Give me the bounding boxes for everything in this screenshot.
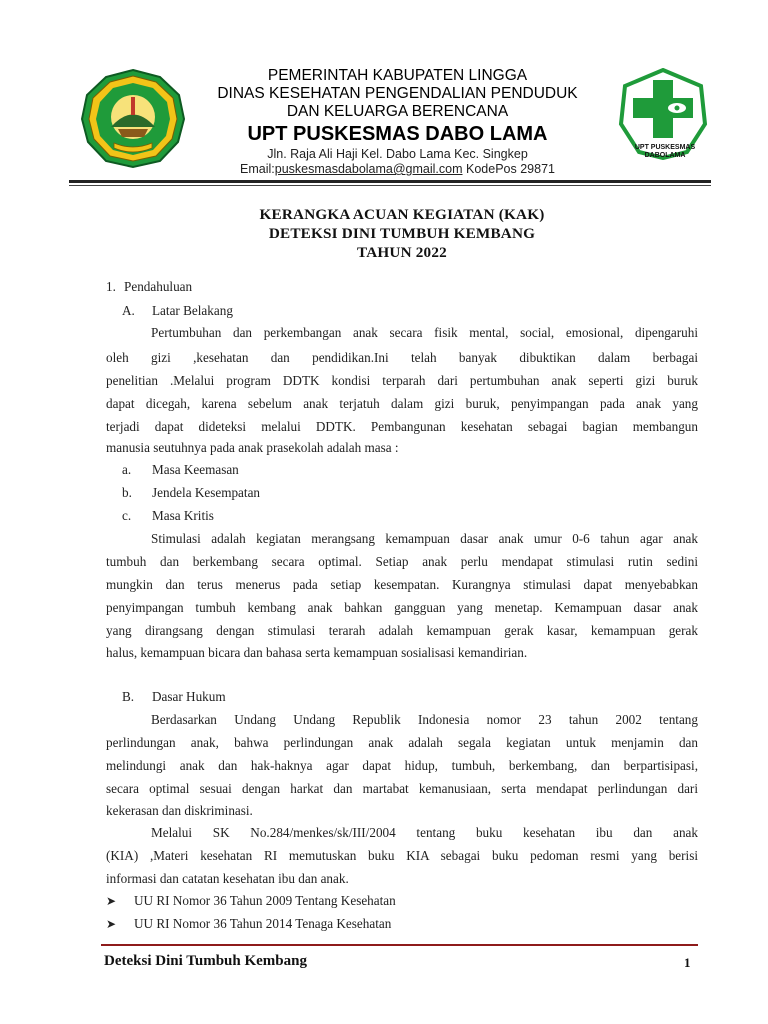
paragraph-line: terjadi dapat dideteksi melalui DDTK. Pembangunan kesehatan sebagai bagian membangun: [106, 419, 698, 434]
list-item-mark: b.: [122, 485, 132, 500]
email-label: Email:: [240, 162, 275, 176]
page-number: 1: [684, 955, 691, 970]
paragraph-line: dapat dicegah, karena sebelum anak terjatuh dalam gizi buruk, penyimpangan pada anak yang: [106, 396, 698, 411]
paragraph-line: Pertumbuhan dan perkembangan anak secara fisik mental, social, emosional, dipengaruhi: [151, 325, 698, 340]
paragraph-line: melindungi anak dan hak-haknya agar dapat hidup, tumbuh, berkembang, dan berpartisipasi,: [106, 758, 698, 773]
section-number: 1.: [106, 279, 116, 294]
paragraph-line: kekerasan dan diskriminasi.: [106, 803, 253, 818]
footer-title: Deteksi Dini Tumbuh Kembang: [104, 953, 307, 969]
email-link[interactable]: puskesmasdabolama@gmail.com: [274, 162, 463, 176]
paragraph-line: yang dirangsang dengan stimulasi terarah adalah kemampuan gerak kasar, kemampuan gerak: [106, 623, 698, 638]
paragraph-line: mungkin dan terus menerus pada setiap kesempatan. Kurangnya stimulasi dapat menyebabkan: [106, 577, 698, 592]
paragraph-line: halus, kemampuan bicara dan bahasa serta kemampuan sosialisasi kemandirian.: [106, 645, 528, 660]
paragraph-line: Berdasarkan Undang Undang Republik Indonesia nomor 23 tahun 2002 tentang: [151, 712, 698, 727]
subsection-a-title: Latar Belakang: [152, 303, 233, 318]
right-logo-caption-line2: DABOLAMA: [644, 152, 686, 159]
title-line3: TAHUN 2022: [357, 244, 447, 261]
arrowhead-bullet-icon: ➤: [106, 917, 117, 931]
right-logo-caption-line1: UPT PUSKESMAS: [634, 144, 696, 151]
paragraph-line: penelitian .Melalui program DDTK kondisi terparah dari pertumbuhan anak seperti gizi buruk: [106, 373, 698, 388]
letterhead: [175, 67, 620, 177]
legal-basis-text: UU RI Nomor 36 Tahun 2014 Tenaga Kesehatan: [134, 916, 392, 931]
list-item-mark: a.: [122, 462, 132, 477]
institution-name: UPT PUSKESMAS DABO LAMA: [247, 123, 548, 145]
agency-name-continued: DAN KELUARGA BERENCANA: [286, 103, 509, 120]
paragraph-line: informasi dan catatan kesehatan ibu dan anak.: [106, 871, 349, 886]
paragraph-line: tumbuh dan berkembang secara optimal. Setiap anak perlu mendapat stimulasi rutin sedini: [106, 554, 698, 569]
government-name: PEMERINTAH KABUPATEN LINGGA: [267, 67, 528, 84]
document-title: [100, 205, 704, 262]
paragraph-line: perlindungan anak, bahwa perlindungan anak adalah segala kegiatan untuk menjamin dan: [106, 735, 698, 750]
footer-divider: [101, 944, 698, 946]
letterhead-divider-thin: [69, 185, 711, 186]
kabupaten-lingga-emblem-icon: [78, 67, 188, 169]
legal-basis-text: UU RI Nomor 36 Tahun 2009 Tentang Kesehatan: [134, 893, 396, 908]
paragraph-line: oleh gizi ,kesehatan dan pendidikan.Ini telah banyak dibuktikan dalam berbagai: [106, 350, 698, 365]
right-logo-caption: [611, 144, 719, 160]
letterhead-divider-thick: [69, 180, 711, 183]
subsection-a-mark: A.: [122, 303, 135, 318]
paragraph-line: (KIA) ,Materi kesehatan RI memutuskan buku KIA sebagai buku pedoman resmi yang berisi: [106, 848, 698, 863]
subsection-b-title: Dasar Hukum: [152, 689, 226, 704]
list-item-text: Masa Kritis: [152, 508, 214, 523]
postcode: KodePos 29871: [462, 162, 555, 176]
title-line2: DETEKSI DINI TUMBUH KEMBANG: [268, 225, 536, 242]
paragraph-line: Melalui SK No.284/menkes/sk/III/2004 tentang buku kesehatan ibu dan anak: [151, 825, 698, 840]
paragraph-line: Stimulasi adalah kegiatan merangsang kemampuan dasar anak umur 0-6 tahun agar anak: [151, 531, 698, 546]
list-item-mark: c.: [122, 508, 132, 523]
list-item-text: Masa Keemasan: [152, 462, 239, 477]
list-item-text: Jendela Kesempatan: [152, 485, 261, 500]
section-title: Pendahuluan: [124, 279, 193, 294]
address: Jln. Raja Ali Haji Kel. Dabo Lama Kec. Singkep: [267, 147, 528, 161]
title-line1: KERANGKA ACUAN KEGIATAN (KAK): [259, 206, 545, 223]
arrowhead-bullet-icon: ➤: [106, 894, 117, 908]
paragraph-line: manusia seutuhnya pada anak prasekolah adalah masa :: [106, 440, 399, 455]
agency-name: DINAS KESEHATAN PENGENDALIAN PENDUDUK: [217, 85, 578, 102]
contact-line: [175, 162, 620, 177]
paragraph-line: penyimpangan tumbuh kembang anak bahkan gangguan yang menetap. Kemampuan dasar anak: [106, 600, 698, 615]
paragraph-line: secara optimal sesuai dengan harkat dan martabat kemanusiaan, serta mendapat perlindungan dari: [106, 781, 698, 796]
subsection-b-mark: B.: [122, 689, 135, 704]
